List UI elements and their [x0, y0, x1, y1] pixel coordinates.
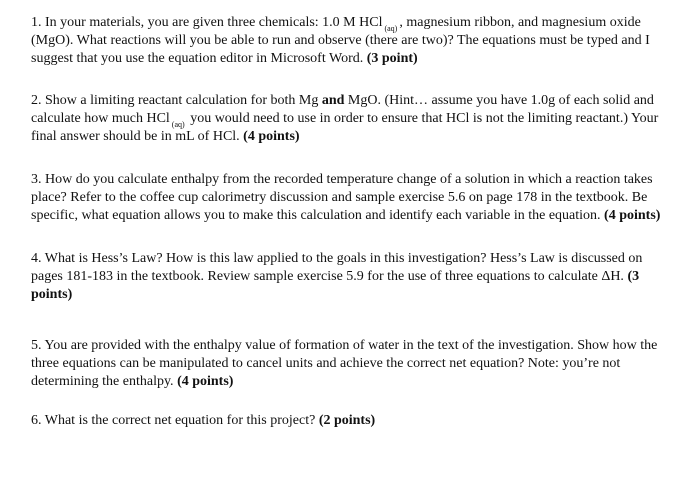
question-text: , magnesium ribbon, and magnesium oxide (MgO). What reactions will you be able to run and observe (there are two)? The equations must be typed and I suggest that you use the equation editor in Microsoft Word.: [31, 15, 650, 66]
question-number: 4.: [31, 251, 42, 266]
question-text: MgO. (Hint… assume you have 1.0g of each solid and calculate how much HCl: [31, 93, 654, 126]
question-3: [31, 171, 671, 225]
question-text: In your materials, you are given three chemicals: 1.0 M HCl: [45, 15, 383, 30]
points-label: (4 points): [243, 129, 300, 144]
points-label: (4 points): [177, 374, 234, 389]
subscript-aq: (aq): [384, 24, 398, 33]
points-label: (3 points): [31, 269, 640, 302]
question-1: [31, 14, 671, 68]
question-text: What is Hess’s Law? How is this law applied to the goals in this investigation? Hess’s Law is discussed on pages 181-183 in the textbook. Review sample exercise 5.9 for the use of three equations to calculate ΔH.: [31, 251, 643, 284]
question-6: [31, 412, 671, 430]
question-text: You are provided with the enthalpy value of formation of water in the text of the investigation. Show how the three equations can be manipulated to cancel units and achieve the correct net equation? Note: you’re not determining the enthalpy.: [31, 338, 658, 389]
question-2: [31, 92, 671, 146]
subscript-aq: (aq): [171, 120, 185, 129]
points-label: (4 points): [604, 208, 661, 223]
emphasis-and: and: [321, 93, 345, 108]
question-text: How do you calculate enthalpy from the recorded temperature change of a solution in which a reaction takes place? Refer to the coffee cup calorimetry discussion and sample exercise 5.6 on page 178 in the textbook. Be specific, what equation allows you to make this calculation and identify each variable in the equation.: [31, 172, 653, 223]
question-text: you would need to use in order to ensure that HCl is not the limiting reactant.) Your final answer should be in mL of HCl.: [31, 111, 659, 144]
points-label: (2 points): [318, 413, 376, 428]
question-number: 6.: [31, 413, 42, 428]
question-4: [31, 250, 671, 304]
question-text: What is the correct net equation for this project?: [44, 413, 316, 428]
question-text: Show a limiting reactant calculation for both Mg: [45, 93, 319, 108]
assignment-questions: [31, 14, 671, 430]
points-label: (3 point): [366, 51, 418, 66]
question-number: 2.: [31, 93, 42, 108]
question-number: 1.: [31, 15, 42, 30]
question-5: [31, 337, 671, 391]
question-number: 3.: [31, 172, 42, 187]
question-number: 5.: [31, 338, 42, 353]
